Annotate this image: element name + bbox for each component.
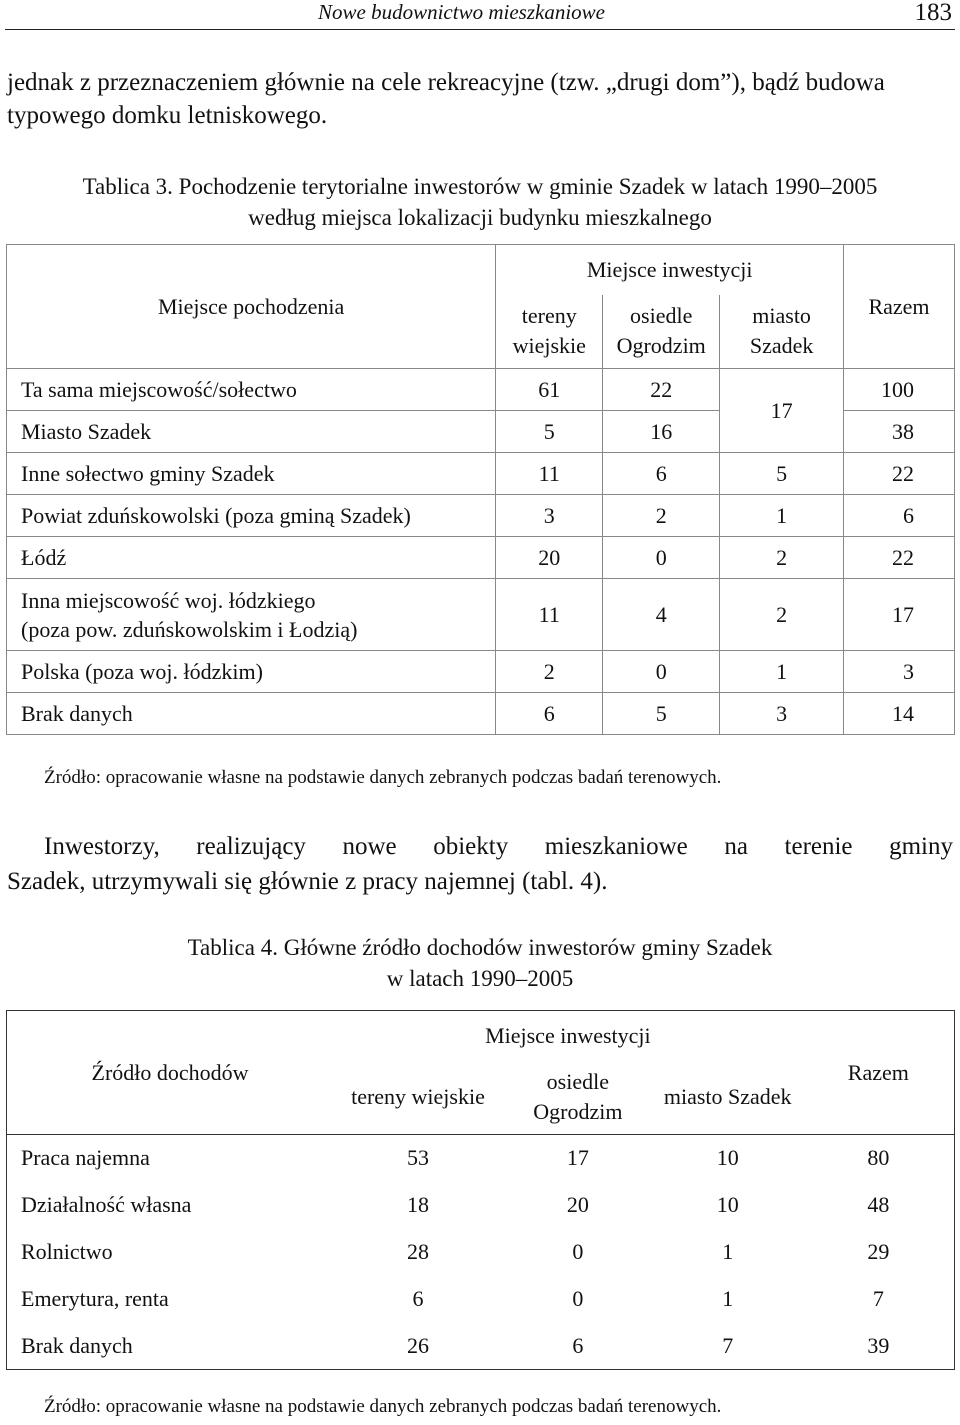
cell-value: 5 — [496, 411, 603, 453]
cell-value: 3 — [496, 495, 603, 537]
row-label: Brak danych — [21, 1332, 133, 1358]
row-label: Praca najemna — [21, 1145, 150, 1171]
cell-value: 6 — [496, 693, 603, 735]
row-label: Powiat zduńskowolski (poza gminą Szadek) — [7, 495, 496, 537]
row-label: Działalność własna — [21, 1192, 192, 1217]
cell-value: 11 — [496, 579, 603, 651]
cell-value: 6 — [412, 1286, 424, 1311]
cell-value: 18 — [406, 1192, 429, 1217]
cell-value-merged: 17 — [720, 369, 844, 453]
cell-value: 10 — [716, 1145, 739, 1171]
cell-value: 2 — [496, 651, 603, 693]
cell-total: 3 — [844, 651, 955, 693]
table4-caption-line2: w latach 1990–2005 — [386, 966, 574, 991]
table-row — [7, 537, 955, 579]
cell-total: 22 — [844, 453, 955, 495]
page-header — [0, 0, 960, 30]
table4-header-razem: Razem — [803, 1011, 955, 1135]
cell-value: 1 — [722, 1286, 734, 1311]
cell-value: 61 — [496, 369, 603, 411]
cell-value: 16 — [603, 411, 720, 453]
row-label: Polska (poza woj. łódzkim) — [7, 651, 496, 693]
page-number: 183 — [914, 0, 952, 26]
cell-value: 2 — [720, 537, 844, 579]
cell-value: 4 — [603, 579, 720, 651]
table4-col-osiedle: osiedle Ogrodzim — [503, 1061, 653, 1135]
cell-value: 6 — [603, 453, 720, 495]
table-row — [7, 651, 955, 693]
table-row — [7, 1276, 955, 1323]
table4-caption — [0, 932, 960, 994]
table3-header-row — [7, 245, 955, 295]
row-label: Łódź — [7, 537, 496, 579]
table3-caption — [0, 171, 960, 233]
table4-source-note: Źródło: opracowanie własne na podstawie danych zebranych podczas badań terenowych. — [44, 1396, 722, 1417]
cell-value: 2 — [720, 579, 844, 651]
cell-value: 1 — [720, 495, 844, 537]
cell-value: 11 — [496, 453, 603, 495]
cell-value: 22 — [603, 369, 720, 411]
table3-caption-line2: według miejsca lokalizacji budynku mieszkalnego — [248, 205, 712, 230]
row-label: Emerytura, renta — [21, 1286, 169, 1311]
cell-value: 0 — [572, 1286, 584, 1311]
table4-header-row — [7, 1011, 955, 1061]
cell-total: 29 — [867, 1239, 890, 1264]
cell-value: 6 — [572, 1332, 584, 1358]
table-row — [7, 495, 955, 537]
table-row — [7, 1135, 955, 1182]
cell-value: 20 — [496, 537, 603, 579]
cell-value: 20 — [566, 1192, 589, 1217]
row-label: Inne sołectwo gminy Szadek — [7, 453, 496, 495]
table-row — [7, 1182, 955, 1229]
cell-total: 7 — [872, 1286, 884, 1311]
row-label: Brak danych — [7, 693, 496, 735]
table4 — [6, 1010, 955, 1370]
table3-header-investment: Miejsce inwestycji — [496, 245, 844, 295]
table3-caption-line1: Tablica 3. Pochodzenie terytorialne inwestorów w gminie Szadek w latach 1990–2005 — [82, 174, 878, 199]
body-paragraph-line2: Szadek, utrzymywali się głównie z pracy najemnej (tabl. 4). — [7, 868, 608, 895]
cell-value: 1 — [720, 651, 844, 693]
table4-col-tereny: tereny wiejskie — [333, 1061, 503, 1135]
table-row — [7, 453, 955, 495]
cell-value: 10 — [716, 1192, 739, 1217]
body-paragraph-line1: Inwestorzy, realizujący nowe obiekty mieszkaniowe na terenie gminy — [44, 833, 953, 860]
intro-paragraph: jednak z przeznaczeniem głównie na cele rekreacyjne (tzw. „drugi dom”), bądź budowa typowego domku letniskowego. — [7, 69, 885, 129]
header-rule — [5, 29, 955, 30]
table-row — [7, 1323, 955, 1370]
cell-total: 6 — [844, 495, 955, 537]
row-label: Ta sama miejscowość/sołectwo — [7, 369, 496, 411]
table3-col-tereny: tereny wiejskie — [496, 295, 603, 369]
cell-value: 2 — [603, 495, 720, 537]
cell-total: 48 — [867, 1192, 890, 1217]
table-row — [7, 369, 955, 411]
table3-col-miasto: miasto Szadek — [720, 295, 844, 369]
table-row — [7, 579, 955, 651]
cell-value: 0 — [572, 1239, 584, 1264]
cell-value: 53 — [406, 1145, 429, 1171]
cell-total: 39 — [867, 1332, 890, 1358]
table-row — [7, 693, 955, 735]
cell-value: 5 — [720, 453, 844, 495]
cell-value: 0 — [603, 651, 720, 693]
cell-total: 80 — [867, 1145, 890, 1171]
cell-value: 3 — [720, 693, 844, 735]
cell-value: 28 — [406, 1239, 429, 1264]
table3-header-razem: Razem — [844, 245, 955, 369]
table3-col-osiedle: osiedle Ogrodzim — [603, 295, 720, 369]
cell-total: 22 — [844, 537, 955, 579]
table4-caption-line1: Tablica 4. Główne źródło dochodów inwestorów gminy Szadek — [187, 935, 773, 960]
row-label — [7, 579, 496, 651]
row-label-line2: (poza pow. zduńskowolskim i Łodzią) — [21, 616, 358, 642]
row-label: Miasto Szadek — [7, 411, 496, 453]
cell-value: 0 — [603, 537, 720, 579]
table4-col-miasto: miasto Szadek — [653, 1061, 803, 1135]
table4-header-investment: Miejsce inwestycji — [485, 1022, 651, 1048]
table-row — [7, 1229, 955, 1276]
cell-value: 1 — [722, 1239, 734, 1264]
row-label-line1: Inna miejscowość woj. łódzkiego — [21, 587, 316, 613]
cell-value: 5 — [603, 693, 720, 735]
table3 — [6, 244, 955, 735]
cell-value: 7 — [722, 1332, 734, 1358]
cell-total: 17 — [844, 579, 955, 651]
body-paragraph — [44, 830, 953, 863]
row-label: Rolnictwo — [21, 1239, 113, 1264]
cell-total: 38 — [844, 411, 955, 453]
body-paragraph-continued — [7, 865, 953, 898]
cell-value: 17 — [566, 1145, 589, 1171]
table4-header-source: Źródło dochodów — [7, 1011, 334, 1135]
cell-value: 26 — [406, 1332, 429, 1358]
cell-total: 14 — [844, 693, 955, 735]
running-title: Nowe budownictwo mieszkaniowe — [318, 0, 605, 24]
cell-total: 100 — [844, 369, 955, 411]
table3-source-note: Źródło: opracowanie własne na podstawie danych zebranych podczas badań terenowych. — [44, 767, 722, 788]
table3-header-origin: Miejsce pochodzenia — [7, 245, 496, 369]
